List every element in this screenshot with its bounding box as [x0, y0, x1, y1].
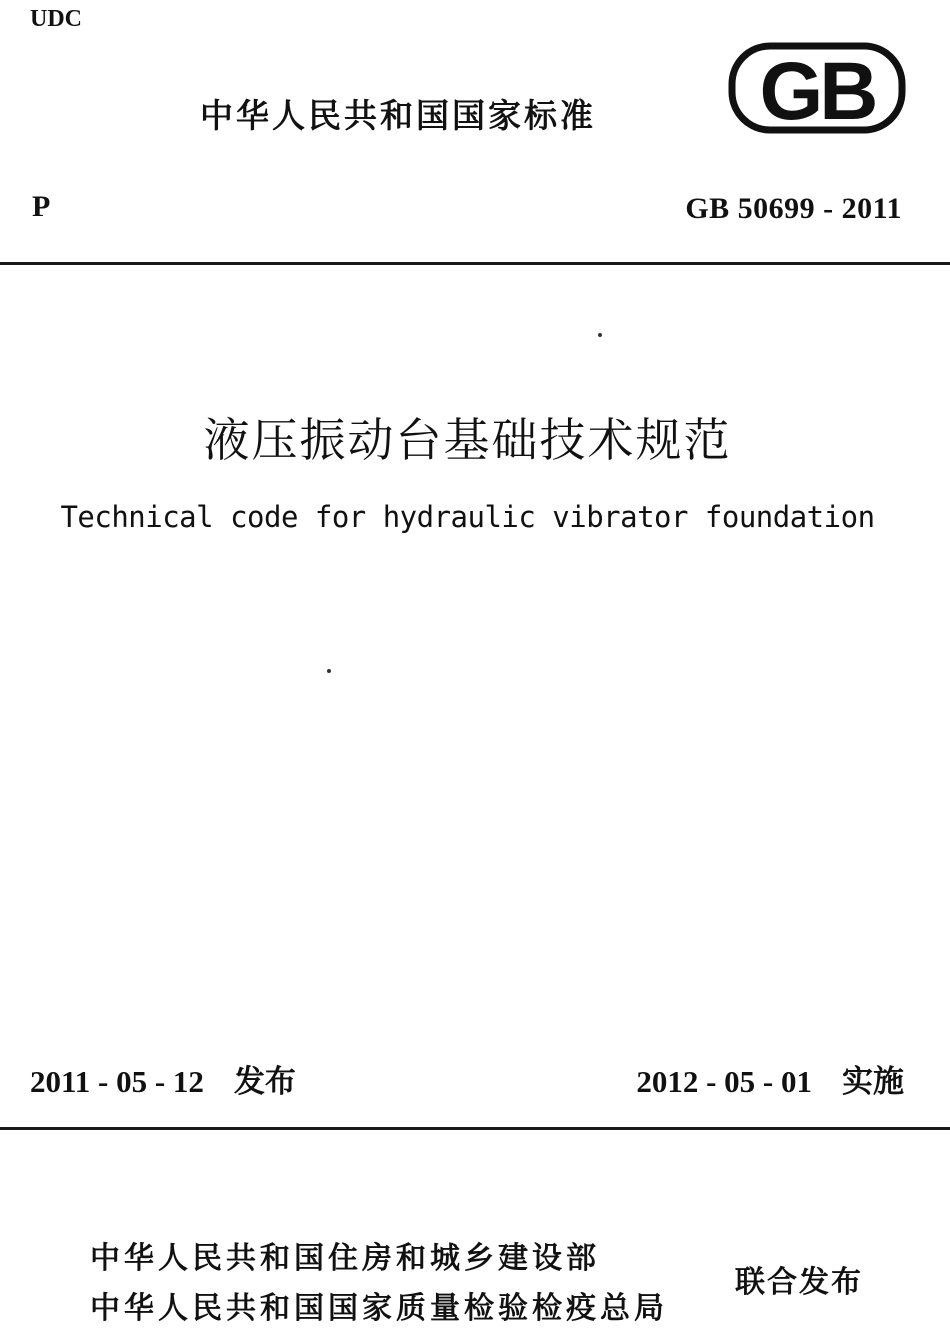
issue-date: 2011 - 05 - 12: [30, 1064, 204, 1099]
implement-label: 实施: [842, 1064, 904, 1100]
bottom-divider: [0, 1127, 950, 1130]
scan-speck: [598, 333, 602, 337]
joint-publish-label: 联合发布: [735, 1265, 863, 1300]
publisher-2: 中华人民共和国国家质量检验检疫总局: [90, 1291, 668, 1326]
gb-logo: [728, 40, 906, 136]
issue-date-line: [30, 1056, 296, 1101]
national-standard-heading: 中华人民共和国国家标准: [200, 96, 596, 135]
title-english: Technical code for hydraulic vibrator foundation: [60, 500, 875, 534]
top-divider: [0, 262, 950, 265]
standard-code: GB 50699 - 2011: [685, 192, 902, 225]
implement-date: 2012 - 05 - 01: [636, 1064, 812, 1099]
scan-speck: [327, 669, 331, 673]
issue-label: 发布: [233, 1064, 296, 1100]
title-chinese: 液压振动台基础技术规范: [203, 413, 732, 467]
implement-date-line: [636, 1056, 904, 1101]
udc-label: UDC: [30, 6, 82, 32]
category-code: P: [32, 190, 51, 223]
publisher-1: 中华人民共和国住房和城乡建设部: [90, 1241, 600, 1276]
svg-text:GB: GB: [759, 46, 875, 136]
